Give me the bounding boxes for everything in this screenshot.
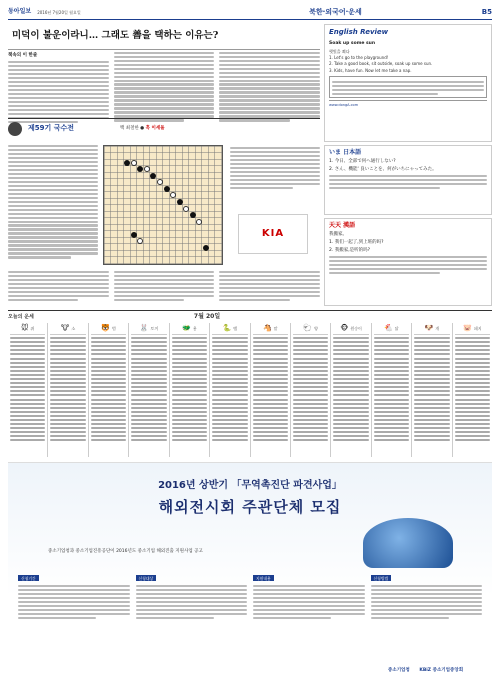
zodiac-name: 원숭이 — [350, 325, 362, 331]
zodiac-animal-icon: 🐭 — [21, 323, 29, 332]
kia-logo-icon: KIA — [238, 214, 308, 254]
zodiac-name: 범 — [111, 325, 116, 331]
chinese-notes — [329, 256, 487, 274]
ad-tag: 신청기간 — [18, 575, 39, 581]
japanese-title: いま 日本語 — [329, 149, 362, 156]
zodiac-column — [128, 323, 168, 457]
zodiac-header — [333, 323, 368, 335]
zodiac-column — [371, 323, 411, 457]
baduk-commentary-right — [230, 145, 320, 191]
zodiac-column — [290, 323, 330, 457]
horoscope-date: 7월 20일 — [193, 312, 221, 320]
zodiac-column — [88, 323, 128, 457]
zodiac-animal-icon: 🐔 — [384, 323, 393, 332]
english-review-phrase: Soak up some sun — [329, 41, 376, 47]
page-number: B5 — [481, 7, 492, 16]
sponsor-right: KBiZ 중소기업중앙회 — [419, 668, 464, 673]
ad-sponsors — [388, 668, 463, 674]
zodiac-fortune-text — [293, 337, 328, 441]
zodiac-fortune-text — [455, 337, 490, 441]
zodiac-column — [250, 323, 290, 457]
black-stone — [131, 232, 137, 238]
ad-tag: 신청대상 — [136, 575, 157, 581]
article-text-column — [8, 61, 109, 123]
zodiac-fortune-text — [414, 337, 449, 441]
issue-date: 2016년 7월20일 월요일 — [37, 9, 81, 15]
black-stone — [124, 160, 130, 166]
zodiac-header — [91, 323, 126, 335]
black-stone — [164, 186, 170, 192]
zodiac-fortune-text — [50, 337, 85, 441]
newspaper-logo: 동아일보 — [8, 8, 32, 16]
zodiac-animal-icon: 🐍 — [222, 323, 232, 332]
zodiac-header — [414, 323, 449, 335]
zodiac-fortune-text — [10, 337, 45, 441]
zodiac-header — [50, 323, 85, 335]
english-line: 2. Take a good book, sit outside, soak up some sun. — [329, 61, 433, 67]
chinese-line: 2. 我搬家,是听的吗? — [329, 248, 371, 254]
black-stone — [137, 166, 143, 172]
black-stone — [177, 199, 183, 205]
zodiac-column — [8, 323, 47, 457]
article-body — [8, 50, 320, 125]
english-footer[interactable]: www.dongA.com — [329, 100, 487, 108]
horoscope-section — [8, 310, 492, 458]
zodiac-animal-icon: 🐷 — [463, 323, 472, 332]
article-text-column — [114, 50, 215, 125]
zodiac-name: 말 — [273, 325, 278, 331]
black-stone — [190, 212, 196, 218]
zodiac-animal-icon: 🐑 — [303, 323, 313, 332]
ad-main-title: 해외전시회 주관단체 모집 — [158, 498, 342, 516]
english-review-box — [324, 24, 492, 142]
sponsor-left: 중소기업청 — [388, 668, 410, 673]
baduk-header — [8, 122, 320, 136]
baduk-logo-icon — [8, 122, 22, 136]
zodiac-fortune-text — [172, 337, 207, 441]
chinese-line: 1. 我们一起了,到上班的吗? — [329, 240, 384, 246]
zodiac-fortune-text — [131, 337, 166, 441]
zodiac-column — [411, 323, 451, 457]
white-stone — [131, 160, 137, 166]
ad-details — [18, 573, 482, 621]
white-stone — [196, 219, 202, 225]
player-white: 백 최철한 — [120, 125, 139, 131]
white-stone — [170, 192, 176, 198]
english-notes-box — [329, 76, 487, 98]
white-stone — [183, 206, 189, 212]
chinese-box — [324, 218, 492, 306]
zodiac-header — [212, 323, 247, 335]
zodiac-column — [330, 323, 370, 457]
zodiac-fortune-text — [333, 337, 368, 441]
baduk-commentary-left — [8, 143, 98, 260]
zodiac-column — [209, 323, 249, 457]
ad-subline: 중소기업청과 중소기업진흥공단이 2016년도 중소기업 해외진출 지원사업 공고 — [48, 549, 203, 554]
zodiac-animal-icon: 🐶 — [424, 323, 434, 332]
article-section-label: 책속의 이 한줄 — [8, 52, 38, 58]
chinese-title: 天天 漢語 — [329, 222, 356, 229]
zodiac-header — [172, 323, 207, 335]
zodiac-animal-icon: 🐰 — [139, 323, 149, 332]
zodiac-header — [293, 323, 328, 335]
zodiac-header — [131, 323, 166, 335]
zodiac-name: 쥐 — [30, 325, 35, 331]
ad-tag: 신청방법 — [371, 575, 392, 581]
zodiac-fortune-text — [253, 337, 288, 441]
japanese-box — [324, 145, 492, 215]
zodiac-fortune-text — [212, 337, 247, 441]
zodiac-name: 닭 — [394, 325, 399, 331]
zodiac-column — [47, 323, 87, 457]
article-headline: 미덕이 불운이라니… 그래도 善을 택하는 이유는? — [8, 24, 320, 50]
english-review-title: English Review — [329, 28, 389, 36]
zodiac-animal-icon: 🐮 — [61, 323, 70, 332]
zodiac-header — [455, 323, 490, 335]
zodiac-column — [169, 323, 209, 457]
white-stone — [144, 166, 150, 172]
zodiac-name: 양 — [314, 325, 318, 331]
zodiac-name: 돼지 — [473, 325, 482, 331]
ad-tag: 지원내용 — [253, 575, 274, 581]
black-stone — [150, 173, 156, 179]
zodiac-animal-icon: 🐴 — [262, 323, 272, 332]
section-title: 북한·외국어·운세 — [309, 7, 362, 16]
english-line: 햇빛을 쬐다 — [329, 48, 350, 54]
english-line: 3. Kids, have fun. Now let me take a nap. — [329, 67, 412, 73]
zodiac-name: 개 — [435, 325, 440, 331]
zodiac-animal-icon: 🐵 — [340, 323, 349, 332]
page-header — [8, 6, 492, 20]
advertisement — [8, 462, 492, 685]
zodiac-name: 소 — [71, 325, 76, 331]
black-stone — [203, 245, 209, 251]
white-stone — [137, 238, 143, 244]
english-line: 1. Let's go to the playground! — [329, 54, 389, 60]
zodiac-animal-icon: 🐲 — [182, 323, 191, 332]
chinese-line: 我搬家。 — [329, 232, 347, 238]
zodiac-header — [374, 323, 409, 335]
ad-year-line: 2016년 상반기 「무역촉진단 파견사업」 — [158, 480, 342, 491]
zodiac-name: 뱀 — [233, 325, 238, 331]
zodiac-name: 토끼 — [150, 325, 159, 331]
white-stone — [157, 179, 163, 185]
player-black: 흑 이세돌 — [145, 125, 165, 131]
article-text-column — [219, 50, 320, 125]
japanese-notes — [329, 175, 487, 189]
japanese-line: 1. 今日、全部で何へ通行しない? — [329, 159, 396, 165]
go-board — [103, 145, 223, 265]
baduk-players: 백 최철한 ● 흑 이세돌 — [120, 125, 165, 131]
book-article — [8, 24, 320, 116]
horoscope-header — [8, 311, 492, 323]
globe-icon — [363, 518, 453, 568]
japanese-line: 2. さん、機能' 良いことを、何がいちにゃってみた。 — [329, 167, 437, 173]
zodiac-fortune-text — [91, 337, 126, 441]
zodiac-column — [452, 323, 492, 457]
zodiac-columns — [8, 323, 492, 457]
zodiac-fortune-text — [374, 337, 409, 441]
zodiac-header — [253, 323, 288, 335]
zodiac-header — [10, 323, 45, 335]
horoscope-title: 오늘의 운세 — [8, 313, 34, 320]
zodiac-name: 용 — [192, 325, 197, 331]
baduk-commentary-bottom — [8, 269, 320, 303]
baduk-title: 제59기 국수전 — [28, 124, 74, 133]
baduk-section — [8, 118, 320, 308]
zodiac-animal-icon: 🐯 — [101, 323, 110, 332]
